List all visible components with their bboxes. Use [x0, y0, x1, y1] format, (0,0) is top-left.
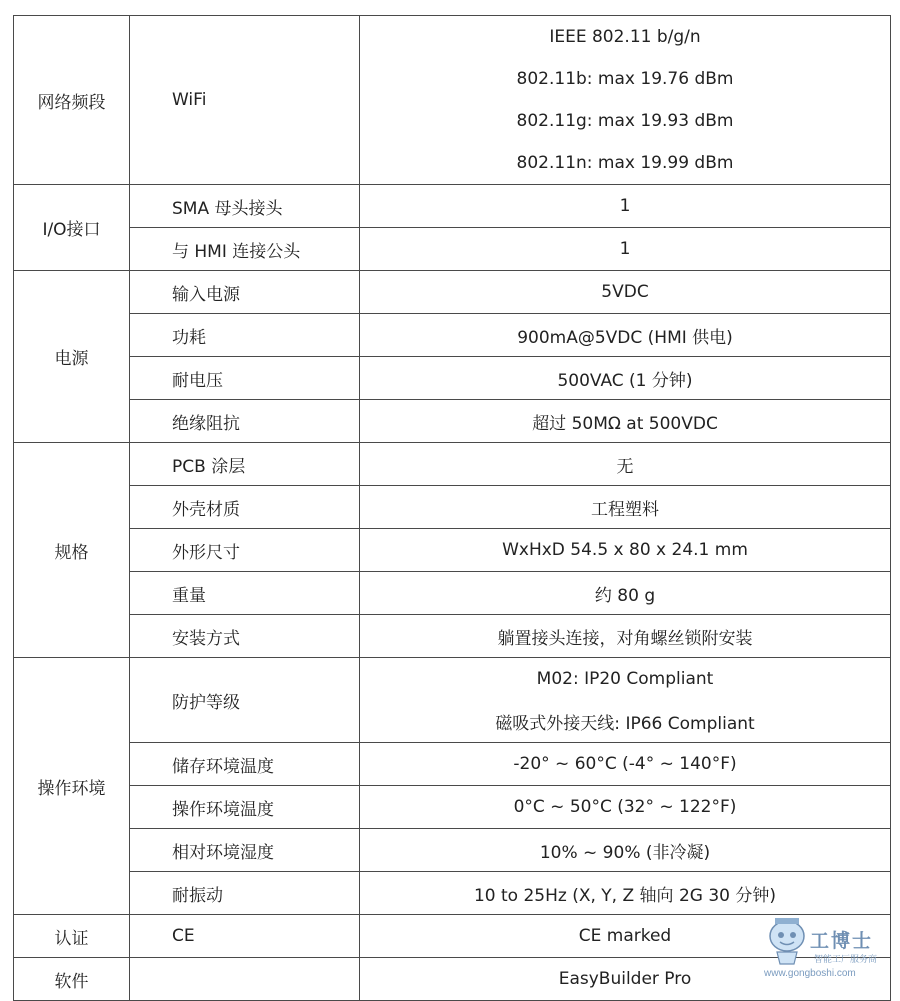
- value-line: -20° ~ 60°C (-4° ~ 140°F): [513, 754, 737, 774]
- value-line: 无: [616, 456, 634, 477]
- value-line: 0°C ~ 50°C (32° ~ 122°F): [513, 797, 737, 817]
- item-cell: SMA 母头接头: [130, 185, 360, 228]
- category-cell: 规格: [14, 443, 130, 658]
- table-row: [14, 529, 891, 572]
- watermark-brand: 工博士: [810, 930, 874, 952]
- value-cell: [360, 16, 891, 185]
- table-row: [14, 185, 891, 228]
- value-line: 躺置接头连接，对角螺丝锁附安装: [497, 628, 753, 649]
- item-cell: 外形尺寸: [130, 529, 360, 572]
- item-cell: 耐电压: [130, 357, 360, 400]
- value-cell: [360, 443, 891, 486]
- value-line: 500VAC (1 分钟): [557, 370, 693, 391]
- value-line: 10 to 25Hz (X, Y, Z 轴向 2G 30 分钟): [473, 885, 777, 906]
- item-cell: 绝缘阻抗: [130, 400, 360, 443]
- item-cell: 与 HMI 连接公头: [130, 228, 360, 271]
- spec-table-body: [14, 16, 891, 1001]
- value-line: 1: [619, 239, 631, 259]
- item-cell: 相对环境湿度: [130, 829, 360, 872]
- table-row: [14, 658, 891, 743]
- item-cell: WiFi: [130, 16, 360, 185]
- category-cell: 网络频段: [14, 16, 130, 185]
- table-row: [14, 872, 891, 915]
- table-row: [14, 16, 891, 185]
- item-cell: 外壳材质: [130, 486, 360, 529]
- item-cell: PCB 涂层: [130, 443, 360, 486]
- value-line: 10% ~ 90% (非冷凝): [539, 842, 711, 863]
- watermark-url: www.gongboshi.com: [764, 968, 856, 979]
- value-cell: [360, 658, 891, 743]
- category-cell: 操作环境: [14, 658, 130, 915]
- table-row: [14, 915, 891, 958]
- value-line: 802.11g: max 19.93 dBm: [516, 111, 734, 131]
- value-line: 超过 50MΩ at 500VDC: [532, 413, 718, 434]
- value-cell: [360, 829, 891, 872]
- category-cell: 认证: [14, 915, 130, 958]
- watermark-subtitle: 智能工厂服务商: [814, 955, 878, 965]
- value-line: 约 80 g: [594, 585, 656, 606]
- table-row: [14, 357, 891, 400]
- category-cell: 软件: [14, 958, 130, 1001]
- table-row: [14, 400, 891, 443]
- value-cell: [360, 400, 891, 443]
- value-line: WxHxD 54.5 x 80 x 24.1 mm: [502, 540, 748, 560]
- table-row: [14, 615, 891, 658]
- item-cell: 操作环境温度: [130, 786, 360, 829]
- value-line: 工程塑料: [591, 499, 659, 520]
- value-line: IEEE 802.11 b/g/n: [549, 27, 701, 47]
- item-cell: 防护等级: [130, 658, 360, 743]
- value-line: 1: [619, 196, 631, 216]
- value-cell: [360, 786, 891, 829]
- value-line: 磁吸式外接天线: IP66 Compliant: [495, 713, 755, 734]
- spec-table: [13, 15, 891, 1001]
- value-cell: [360, 743, 891, 786]
- value-cell: [360, 314, 891, 357]
- value-cell: [360, 271, 891, 314]
- table-row: [14, 271, 891, 314]
- value-cell: [360, 185, 891, 228]
- value-line: 900mA@5VDC (HMI 供电): [517, 327, 733, 348]
- table-row: [14, 958, 891, 1001]
- value-cell: [360, 357, 891, 400]
- value-cell: [360, 872, 891, 915]
- table-row: [14, 786, 891, 829]
- watermark-logo: [762, 912, 892, 982]
- value-line: CE marked: [578, 926, 672, 946]
- value-line: 802.11n: max 19.99 dBm: [516, 153, 734, 173]
- robot-mascot-icon: [764, 914, 810, 970]
- item-cell: 重量: [130, 572, 360, 615]
- table-row: [14, 443, 891, 486]
- item-cell: CE: [130, 915, 360, 958]
- table-row: [14, 572, 891, 615]
- item-cell: 安装方式: [130, 615, 360, 658]
- item-cell: 功耗: [130, 314, 360, 357]
- value-cell: [360, 529, 891, 572]
- item-cell: 储存环境温度: [130, 743, 360, 786]
- value-cell: [360, 228, 891, 271]
- table-row: [14, 228, 891, 271]
- value-line: M02: IP20 Compliant: [536, 669, 714, 689]
- table-row: [14, 486, 891, 529]
- table-row: [14, 314, 891, 357]
- item-cell: 耐振动: [130, 872, 360, 915]
- value-cell: [360, 615, 891, 658]
- item-cell: [130, 958, 360, 1001]
- value-cell: [360, 486, 891, 529]
- value-line: 802.11b: max 19.76 dBm: [516, 69, 734, 89]
- category-cell: I/O接口: [14, 185, 130, 271]
- table-row: [14, 743, 891, 786]
- item-cell: 输入电源: [130, 271, 360, 314]
- table-row: [14, 829, 891, 872]
- category-cell: 电源: [14, 271, 130, 443]
- value-line: 5VDC: [601, 282, 649, 302]
- value-cell: [360, 572, 891, 615]
- value-line: EasyBuilder Pro: [558, 969, 692, 989]
